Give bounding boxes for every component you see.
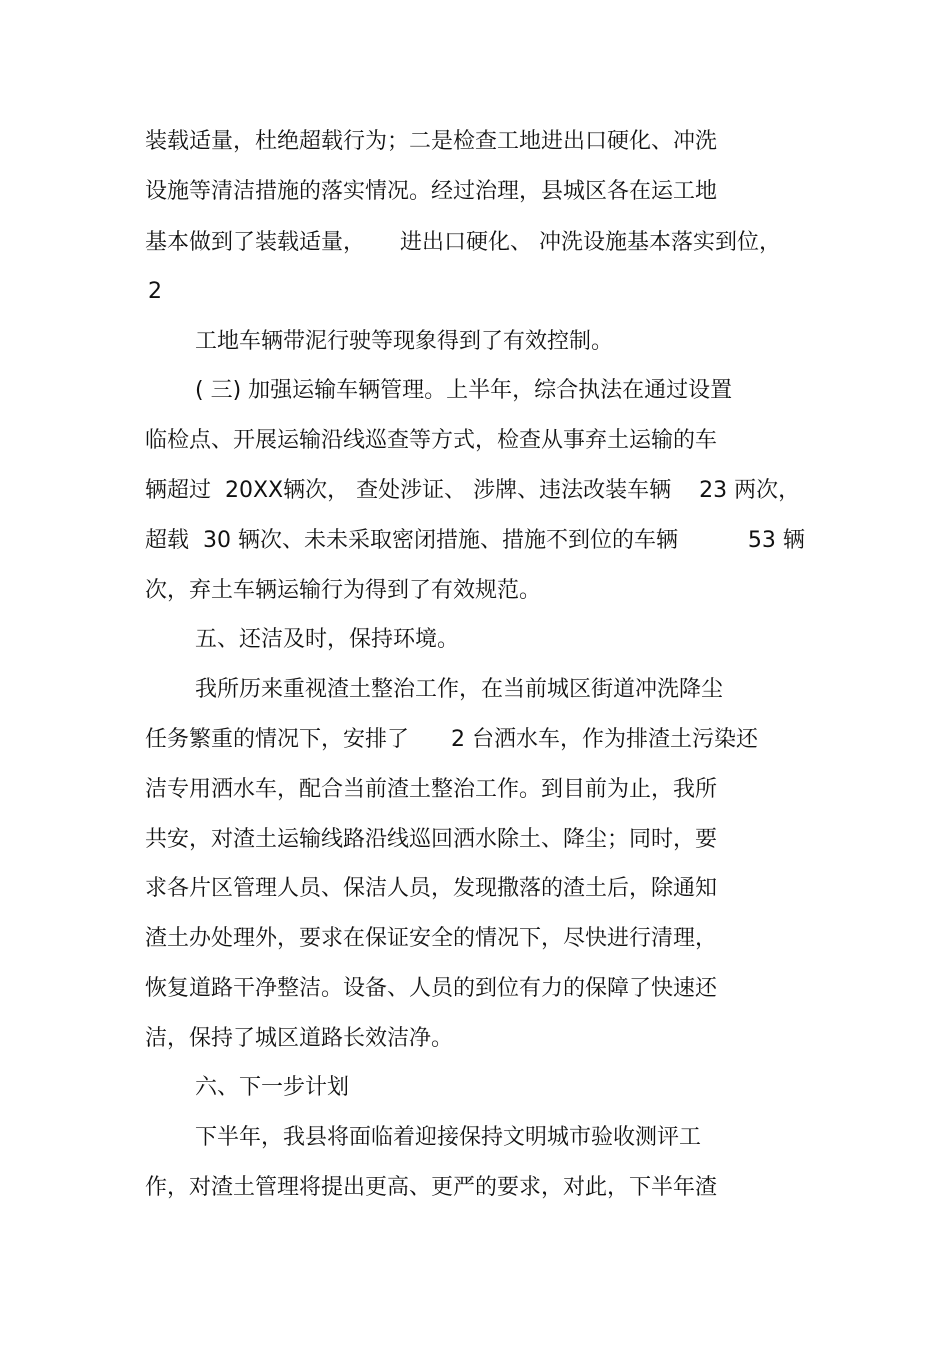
paragraph-line: 基本做到了装载适量， 进出口硬化、 冲洗设施基本落实到位， xyxy=(145,230,781,255)
paragraph-line: 洁，保持了城区道路长效洁净。 xyxy=(145,1026,454,1051)
paragraph-line: 辆超过 20XX辆次， 查处涉证、 涉牌、违法改装车辆 23 两次， xyxy=(145,478,801,503)
paragraph-line: 洁专用洒水车，配合当前渣土整治工作。到目前为止，我所 xyxy=(145,777,718,802)
paragraph-line: 超载 30 辆次、未未采取密闭措施、措施不到位的车辆 53 辆 xyxy=(145,528,805,553)
section-heading-3: ( 三) 加强运输车辆管理。上半年，综合执法在通过设置 xyxy=(195,378,733,403)
paragraph-line: 下半年，我县将面临着迎接保持文明城市验收测评工 xyxy=(195,1125,702,1150)
paragraph-line: 装载适量，杜绝超载行为；二是检查工地进出口硬化、冲洗 xyxy=(145,129,718,154)
paragraph-line: 工地车辆带泥行驶等现象得到了有效控制。 xyxy=(195,329,614,354)
paragraph-line: 作，对渣土管理将提出更高、更严的要求，对此，下半年渣 xyxy=(145,1175,718,1200)
paragraph-line: 我所历来重视渣土整治工作，在当前城区街道冲洗降尘 xyxy=(195,677,724,702)
paragraph-line: 设施等清洁措施的落实情况。经过治理，县城区各在运工地 xyxy=(145,179,718,204)
paragraph-line: 渣土办处理外，要求在保证安全的情况下，尽快进行清理， xyxy=(145,926,718,951)
paragraph-line: 恢复道路干净整洁。设备、人员的到位有力的保障了快速还 xyxy=(145,976,718,1001)
paragraph-line: 求各片区管理人员、保洁人员，发现撒落的渣土后，除通知 xyxy=(145,876,718,901)
page-number: 2 xyxy=(148,279,162,304)
paragraph-line: 次，弃土车辆运输行为得到了有效规范。 xyxy=(145,578,542,603)
paragraph-line: 共安，对渣土运输线路沿线巡回洒水除土、降尘；同时，要 xyxy=(145,827,718,852)
section-heading-6: 六、下一步计划 xyxy=(195,1075,350,1100)
paragraph-line: 临检点、开展运输沿线巡查等方式，检查从事弃土运输的车 xyxy=(145,428,718,453)
section-heading-5: 五、还洁及时，保持环境。 xyxy=(195,627,460,652)
paragraph-line: 任务繁重的情况下，安排了 2 台洒水车，作为排渣土污染还 xyxy=(145,727,758,752)
